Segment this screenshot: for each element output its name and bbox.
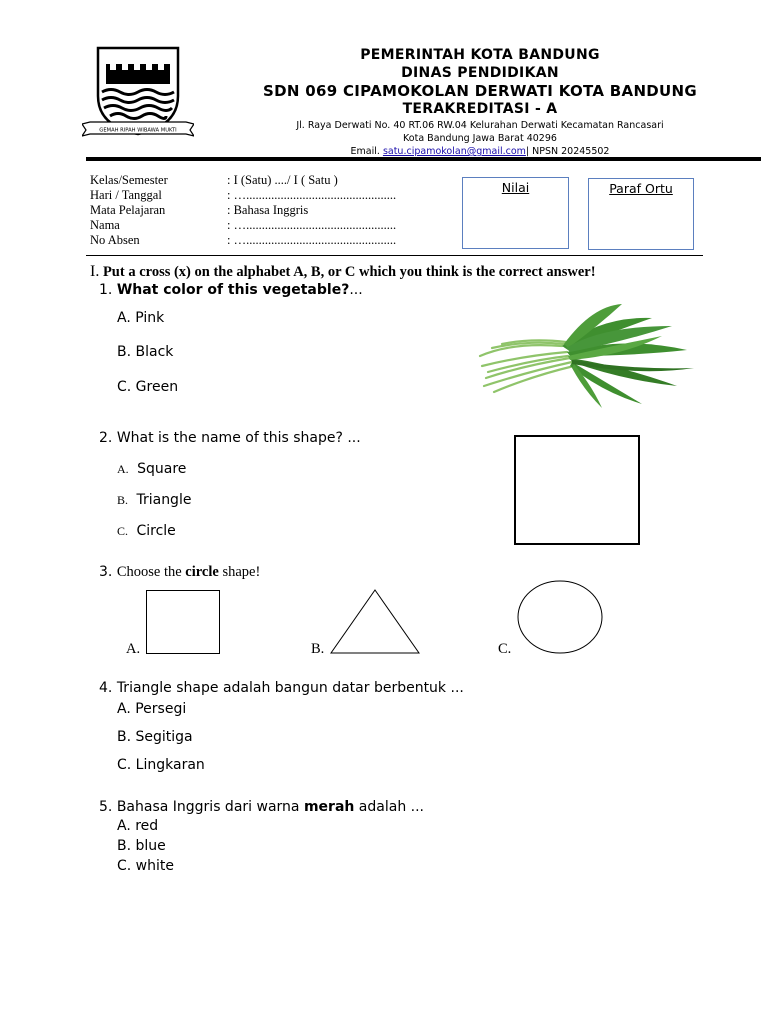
q1-option-a[interactable]: A. Pink: [117, 310, 165, 326]
npsn: | NPSN 20245502: [525, 146, 610, 157]
email-link[interactable]: satu.cipamokolan@gmail.com: [382, 146, 526, 157]
q2-option-b[interactable]: [117, 491, 191, 509]
q3-circle-shape[interactable]: [516, 579, 604, 655]
q1-option-b[interactable]: B. Black: [117, 344, 174, 360]
q5-text-post: adalah ...: [354, 799, 424, 815]
q5-option-b[interactable]: B. blue: [117, 838, 166, 854]
identity-values: [227, 173, 447, 248]
q1-option-c[interactable]: C. Green: [117, 379, 179, 395]
question-2: [99, 429, 361, 447]
section-roman: I.: [90, 263, 100, 280]
paraf-label: Paraf Ortu: [609, 181, 673, 196]
q3-square-shape[interactable]: [146, 590, 220, 654]
logo-motto: GEMAH RIPAH WIBAWA MUKTI: [99, 127, 177, 134]
value-mapel: : Bahasa Inggris: [227, 203, 309, 217]
q3-text-post: shape!: [218, 564, 261, 580]
q3-text-pre: Choose the: [116, 564, 186, 580]
question-3: [99, 563, 260, 581]
q2-letter-a: A.: [117, 462, 129, 476]
q2-option-a[interactable]: [117, 460, 186, 478]
q5-text-bold: merah: [303, 799, 355, 815]
value-kelas: : I (Satu) ..../ I ( Satu ): [227, 173, 338, 187]
header-rule: [86, 157, 761, 161]
q2-option-c-text: Circle: [136, 523, 176, 539]
q2-letter-b: B.: [117, 493, 129, 507]
q2-option-b-text: Triangle: [136, 492, 192, 508]
school-logo: [82, 44, 194, 140]
q2-number: 2.: [99, 430, 113, 446]
label-absen: No Absen: [90, 233, 140, 247]
header-city: Kota Bandung Jawa Barat 40296: [403, 133, 557, 144]
q4-option-a[interactable]: A. Persegi: [117, 701, 187, 717]
question-1: [99, 281, 363, 299]
q1-text: What color of this vegetable?: [116, 282, 350, 298]
q1-number: 1.: [99, 282, 113, 298]
q1-ellipsis: ...: [349, 282, 363, 298]
header-address: Jl. Raya Derwati No. 40 RT.06 RW.04 Kelurahan Derwati Kecamatan Rancasari: [296, 120, 664, 131]
vegetable-image: [472, 286, 704, 422]
q2-option-c[interactable]: [117, 522, 176, 540]
q3-label-c[interactable]: C.: [498, 641, 512, 657]
q5-number: 5.: [99, 799, 113, 815]
header-accreditation: TERAKREDITASI - A: [402, 101, 558, 117]
question-5: [99, 798, 424, 816]
q4-option-c[interactable]: C. Lingkaran: [117, 757, 205, 773]
value-absen[interactable]: : …................................................: [227, 233, 397, 247]
label-kelas: Kelas/Semester: [90, 173, 168, 187]
instruction-text: Put a cross (x) on the alphabet A, B, or C which you think is the correct answer!: [102, 264, 596, 280]
q4-number: 4.: [99, 680, 113, 696]
q5-option-c[interactable]: C. white: [117, 858, 174, 874]
label-nama: Nama: [90, 218, 120, 232]
q3-number: 3.: [99, 564, 113, 580]
q5-text-pre: Bahasa Inggris dari warna: [116, 799, 304, 815]
q5-option-a[interactable]: A. red: [117, 818, 159, 834]
q3-triangle-shape[interactable]: [330, 589, 420, 655]
q3-label-b[interactable]: B.: [311, 641, 325, 657]
header-school: SDN 069 CIPAMOKOLAN DERWATI KOTA BANDUNG: [263, 82, 697, 100]
nilai-label: Nilai: [501, 180, 530, 195]
q3-label-a[interactable]: A.: [126, 641, 141, 657]
question-4: [99, 679, 464, 697]
paraf-box[interactable]: [588, 178, 694, 250]
q2-option-a-text: Square: [137, 461, 187, 477]
header-dept: DINAS PENDIDIKAN: [401, 65, 559, 81]
q4-text: Triangle shape adalah bangun datar berbentuk ...: [116, 680, 464, 696]
nilai-box[interactable]: [462, 177, 569, 249]
identity-labels: [90, 173, 230, 248]
value-nama[interactable]: : …................................................: [227, 218, 397, 232]
square-shape: [514, 435, 640, 545]
label-mapel: Mata Pelajaran: [90, 203, 166, 217]
header-gov: PEMERINTAH KOTA BANDUNG: [360, 47, 600, 63]
email-label: Email.: [350, 146, 380, 157]
q3-text-bold: circle: [185, 564, 219, 580]
identity-rule: [86, 255, 703, 256]
value-hari[interactable]: : …................................................: [227, 188, 397, 202]
q2-letter-c: C.: [117, 524, 129, 538]
q2-text: What is the name of this shape? ...: [116, 430, 361, 446]
section-instruction: [90, 263, 596, 281]
label-hari: Hari / Tanggal: [90, 188, 162, 202]
q4-option-b[interactable]: B. Segitiga: [117, 729, 193, 745]
